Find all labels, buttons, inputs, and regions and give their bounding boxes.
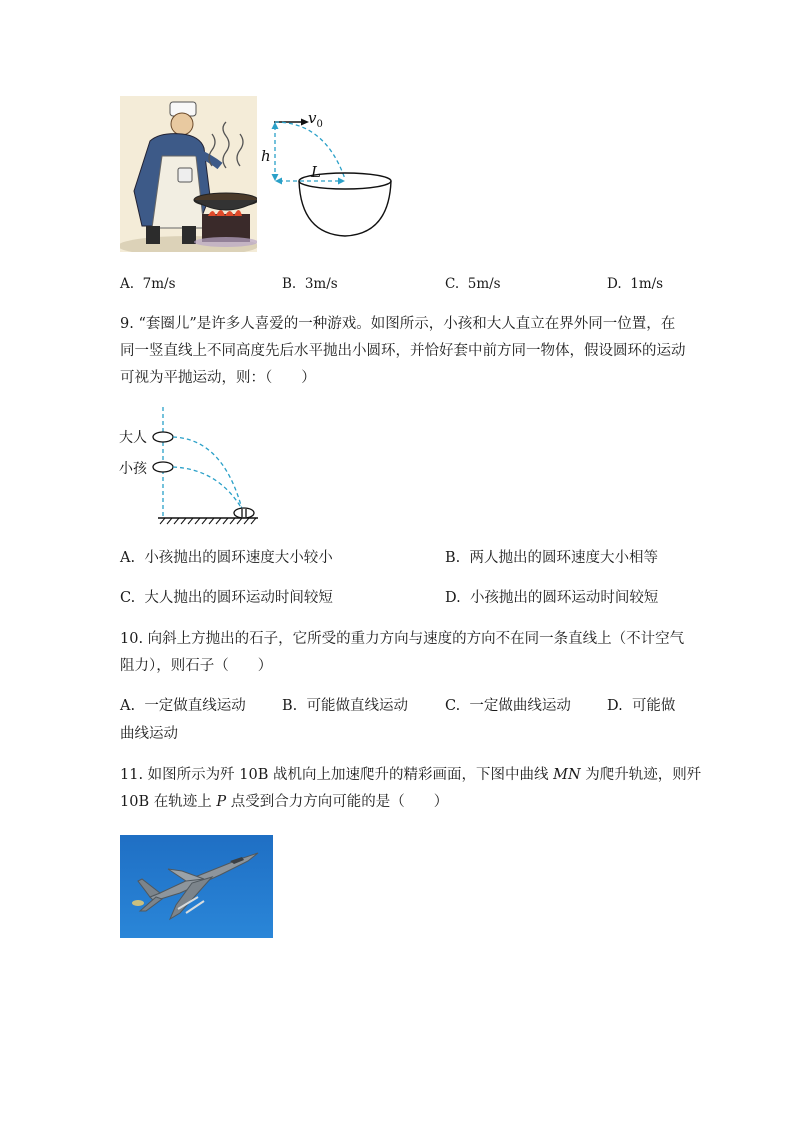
q10-option-b: B. 可能做直线运动 <box>282 698 408 714</box>
child-label: 小孩 <box>119 461 147 477</box>
adult-ring <box>153 432 173 442</box>
child-ring <box>153 462 173 472</box>
q8-option-d: D. 1m/s <box>607 276 664 292</box>
var-MN: MN <box>553 767 581 783</box>
q10-option-a: A. 一定做直线运动 <box>120 698 246 714</box>
q9-option-d: D. 小孩抛出的圆环运动时间较短 <box>445 590 659 606</box>
q10-stem-line-1: 10. 向斜上方抛出的石子，它所受的重力方向与速度的方向不在同一条直线上（不计空气 <box>120 631 685 647</box>
q9-option-a: A. 小孩抛出的圆环速度大小较小 <box>120 550 333 566</box>
q9-option-c: C. 大人抛出的圆环运动时间较短 <box>120 590 333 606</box>
L-label: L <box>311 163 321 181</box>
h-label: h <box>261 147 271 165</box>
q11-stem-line-1: 11. 如图所示为歼 10B 战机向上加速爬升的精彩画面，下图中曲线 MN 为爬升轨迹，则歼 <box>120 767 702 783</box>
q9-stem-line-1: 9. “套圈儿”是许多人喜爱的一种游戏。如图所示，小孩和大人直立在界外同一位置，在 <box>120 316 676 332</box>
q10-option-d-continuation: 曲线运动 <box>120 726 178 742</box>
q8-option-b: B. 3m/s <box>282 276 338 292</box>
q9-stem-line-2: 同一竖直线上不同高度先后水平抛出小圆环，并恰好套中前方同一物体，假设圆环的运动 <box>120 343 686 359</box>
cook-illustration <box>120 96 257 252</box>
var-P: P <box>216 794 227 810</box>
q9-option-b: B. 两人抛出的圆环速度大小相等 <box>445 550 658 566</box>
fighter-jet-photo <box>120 835 273 938</box>
q11-stem-line-2: 10B 在轨迹上 P 点受到合力方向可能的是（ ） <box>120 794 449 810</box>
q8-option-a: A. 7m/s <box>120 276 176 292</box>
ring-toss-diagram <box>118 405 263 527</box>
q10-option-d: D. 可能做 <box>607 698 676 714</box>
q8-option-c: C. 5m/s <box>445 276 501 292</box>
q9-stem-line-3: 可视为平抛运动，则：（ ） <box>120 370 316 386</box>
q10-stem-line-2: 阻力），则石子（ ） <box>120 658 273 674</box>
q10-option-c: C. 一定做曲线运动 <box>445 698 571 714</box>
projectile-bowl-diagram <box>255 106 400 246</box>
v0-label: $v_0$ <box>308 109 323 130</box>
adult-label: 大人 <box>119 430 147 446</box>
target-ring <box>234 508 254 518</box>
